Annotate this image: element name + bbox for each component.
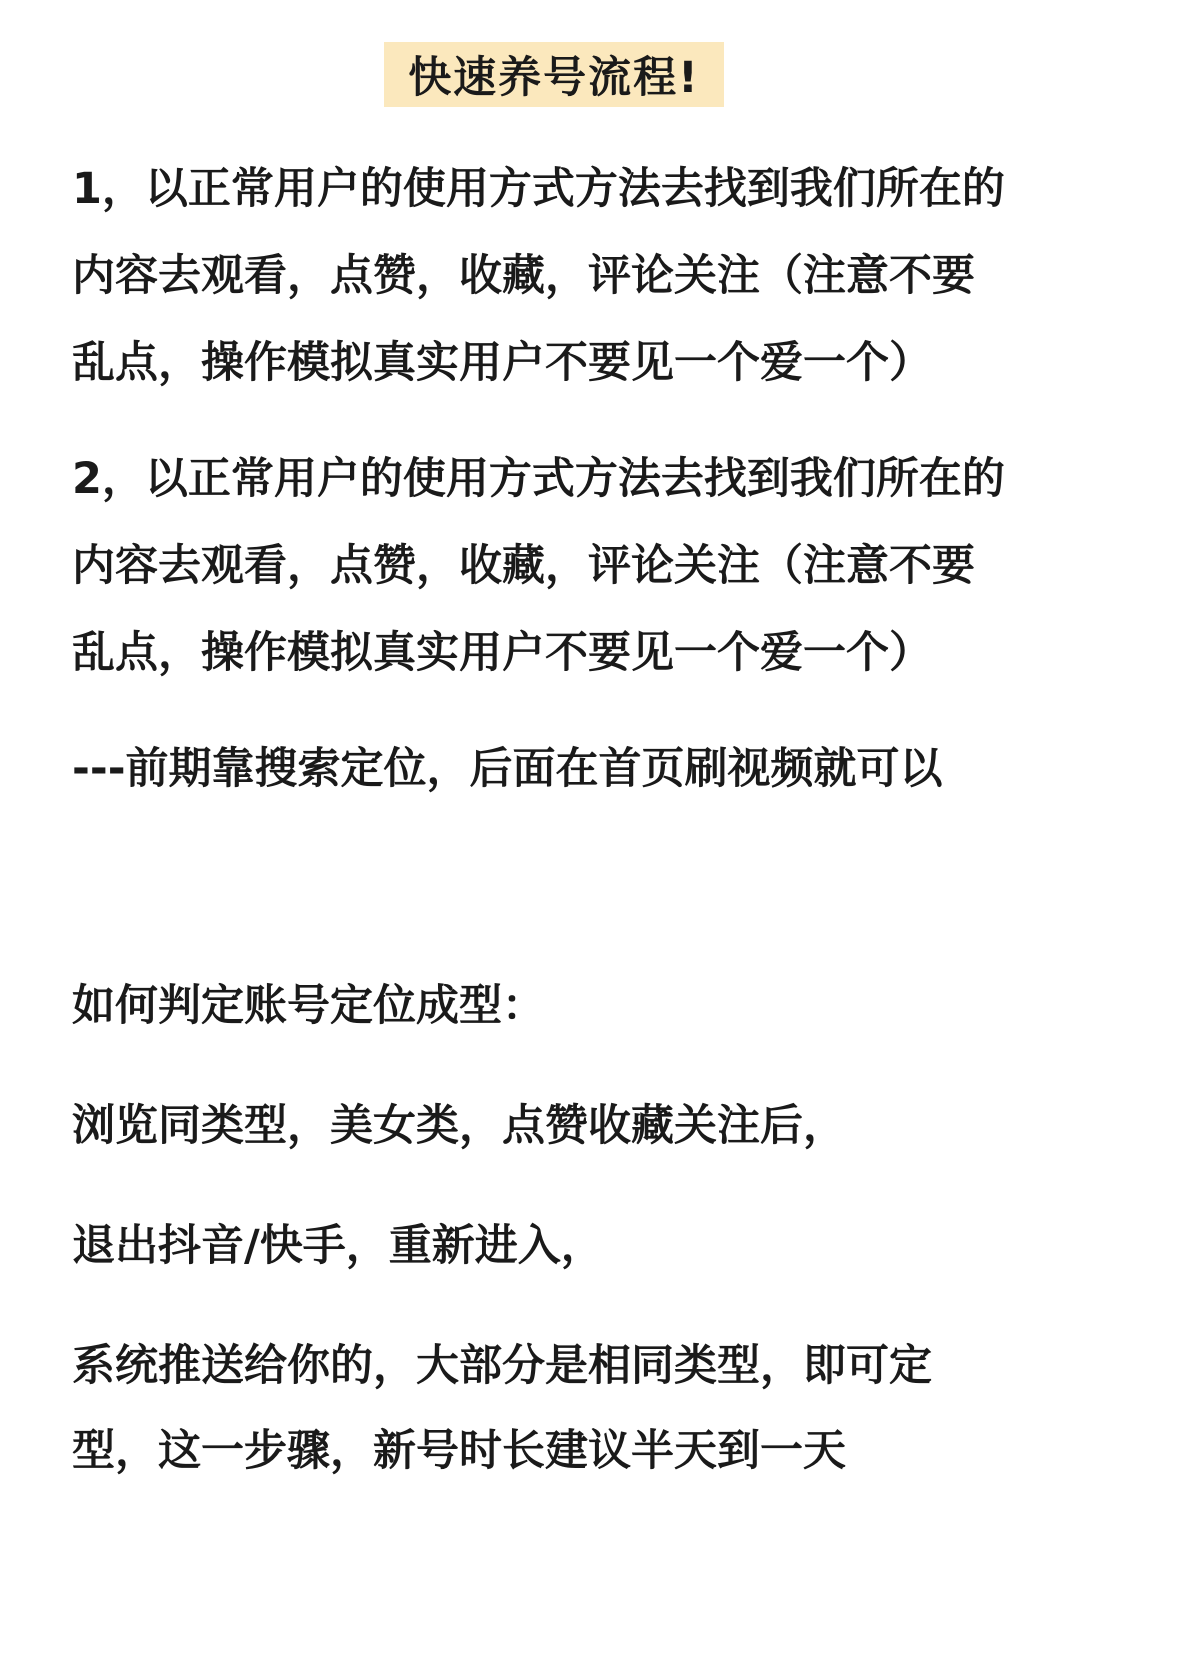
para3-line2: 型，这一步骤，新号时长建议半天到一天 xyxy=(72,1426,846,1476)
para2-line: 退出抖音/快手，重新进入， xyxy=(72,1221,604,1271)
step2-line3: 乱点，操作模拟真实用户不要见一个爱一个） xyxy=(72,628,932,678)
para1-line: 浏览同类型，美女类，点赞收藏关注后， xyxy=(72,1101,846,1151)
title-highlight xyxy=(384,42,724,107)
step2-line1: 2，以正常用户的使用方式方法去找到我们所在的 xyxy=(72,454,1005,504)
page-title: 快速养号流程! xyxy=(408,53,700,103)
step2-line2: 内容去观看，点赞，收藏，评论关注（注意不要 xyxy=(72,541,975,591)
step1-line1: 1，以正常用户的使用方式方法去找到我们所在的 xyxy=(72,164,1005,214)
para3-line1: 系统推送给你的，大部分是相同类型，即可定 xyxy=(72,1341,932,1391)
section-heading: 如何判定账号定位成型： xyxy=(72,981,545,1031)
note-line: ---前期靠搜索定位，后面在首页刷视频就可以 xyxy=(72,744,943,794)
step1-line2: 内容去观看，点赞，收藏，评论关注（注意不要 xyxy=(72,251,975,301)
step1-line3: 乱点，操作模拟真实用户不要见一个爱一个） xyxy=(72,338,932,388)
